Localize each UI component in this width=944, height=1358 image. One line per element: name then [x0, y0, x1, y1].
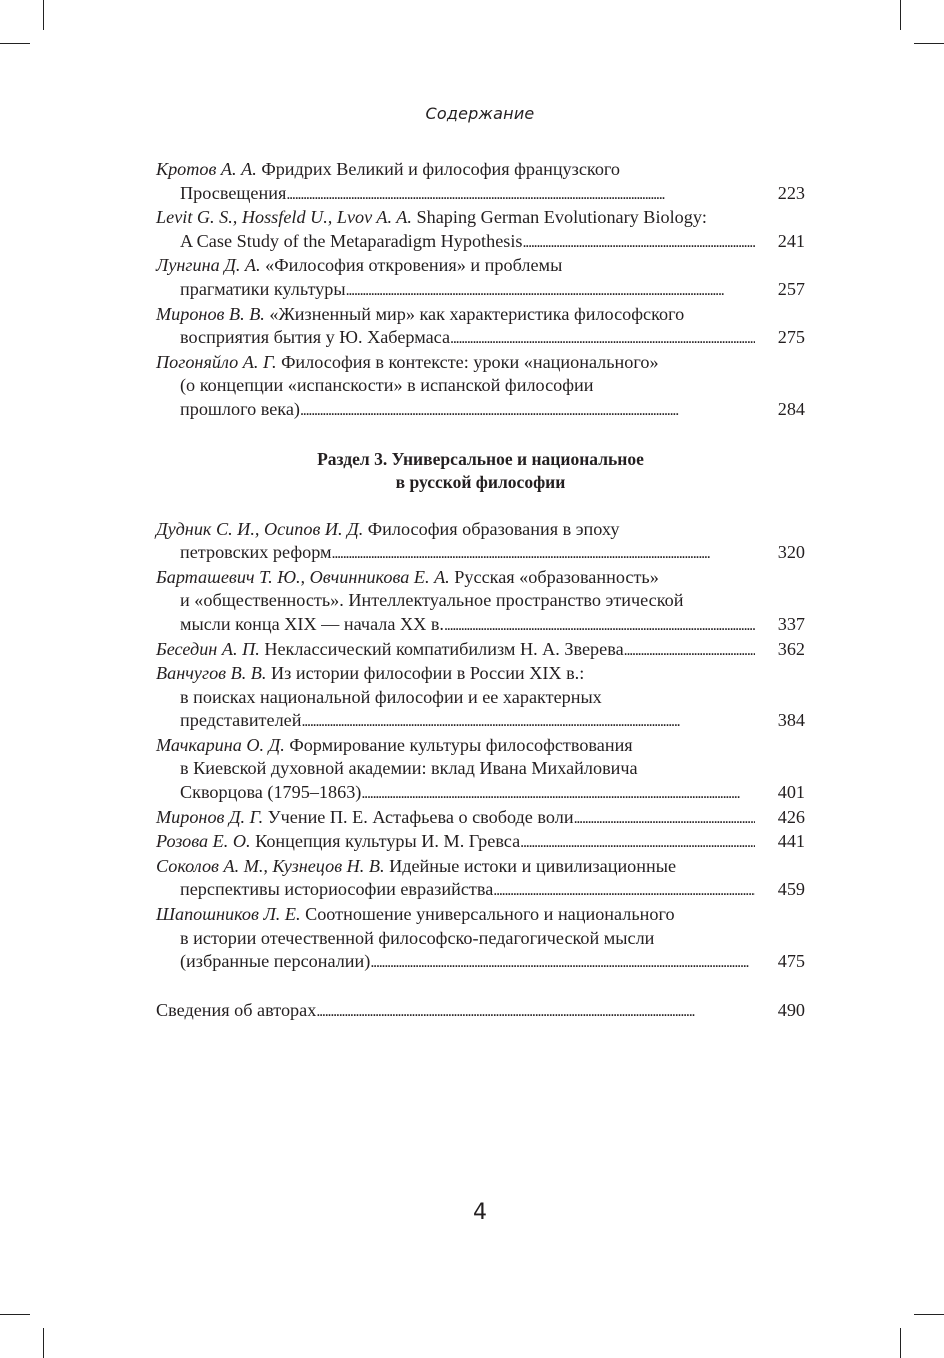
entry-line	[156, 254, 805, 278]
entry-line	[156, 686, 805, 710]
dot-leader	[286, 182, 755, 207]
dot-leader	[450, 326, 755, 351]
toc-entry[interactable]	[156, 254, 805, 302]
entry-line	[156, 374, 805, 398]
entry-text	[156, 158, 620, 182]
entry-line	[156, 806, 805, 831]
crop-mark	[0, 1314, 30, 1315]
entry-text	[156, 206, 707, 230]
entry-text	[180, 326, 450, 351]
entry-text	[180, 230, 522, 255]
entry-text	[156, 734, 633, 758]
entry-title: Формирование культуры философствования	[289, 734, 633, 755]
entry-title: Фридрих Великий и философия французского	[261, 159, 621, 179]
entry-title: Концепция культуры И. М. Гревса	[255, 831, 521, 852]
entry-title: восприятия бытия у Ю. Хабермаса	[180, 327, 451, 348]
crop-mark	[0, 43, 30, 44]
entry-title: Из истории философии в России XIX в.:	[271, 663, 585, 684]
entry-page: 362	[777, 638, 805, 659]
entry-text	[156, 662, 584, 686]
entry-text	[180, 757, 638, 781]
toc-entry[interactable]	[156, 855, 805, 903]
entry-page: 459	[777, 879, 805, 900]
dot-leader	[520, 830, 755, 855]
entry-line	[156, 518, 805, 542]
entry-line	[156, 734, 805, 758]
crop-mark	[914, 43, 944, 44]
toc-part-1	[156, 158, 805, 423]
entry-line	[156, 709, 805, 734]
entry-author: Беседин А. П.	[156, 638, 260, 659]
dot-leader	[301, 709, 755, 734]
entry-title: (о концепции «испанскости» в испанской философии	[180, 375, 594, 396]
section-heading	[156, 448, 805, 494]
entry-line	[156, 638, 805, 663]
toc-entry[interactable]	[156, 662, 805, 734]
entry-text	[180, 374, 593, 398]
entry-page: 401	[777, 782, 805, 803]
dot-leader	[316, 999, 755, 1024]
entry-title: представителей	[180, 710, 302, 731]
entry-page: 284	[777, 398, 805, 419]
entry-page: 475	[777, 951, 805, 972]
crop-mark	[914, 1314, 944, 1315]
section-heading-line: Раздел 3. Универсальное и национальное	[317, 448, 644, 469]
entry-title: Идейные истоки и цивилизационные	[389, 855, 677, 876]
entry-title: «Философия откровения» и проблемы	[265, 255, 563, 276]
entry-title: Соотношение универсального и национального	[305, 904, 675, 925]
entry-text	[180, 398, 300, 423]
entry-author: Кротов А. А.	[156, 159, 257, 179]
entry-title: Неклассический компатибилизм Н. А. Зверева	[264, 638, 624, 659]
entry-line	[156, 662, 805, 686]
entry-line	[156, 781, 805, 806]
entry-line	[156, 566, 805, 590]
dot-leader	[493, 878, 755, 903]
entry-author: Дудник С. И., Осипов И. Д.	[156, 518, 364, 539]
entry-author: Шапошников Л. Е.	[156, 904, 301, 925]
entry-line	[156, 950, 805, 975]
toc-entry[interactable]	[156, 806, 805, 831]
entry-text	[156, 518, 619, 542]
toc-entry[interactable]	[156, 903, 805, 975]
entry-title: прагматики культуры	[180, 278, 346, 299]
entry-page: 490	[777, 999, 805, 1020]
toc-entry-authors-info[interactable]	[156, 999, 805, 1024]
entry-title: и «общественность». Интеллектуальное пространство этической	[180, 590, 684, 611]
toc-entry[interactable]	[156, 518, 805, 566]
entry-text	[180, 927, 654, 951]
dot-leader	[624, 638, 755, 663]
entry-line	[156, 927, 805, 951]
running-header: Содержание	[425, 104, 535, 123]
entry-title: Просвещения	[180, 182, 287, 203]
entry-title: Учение П. Е. Астафьева о свободе воли	[267, 806, 574, 827]
table-of-contents	[156, 158, 805, 1023]
entry-text	[180, 950, 370, 975]
entry-line	[156, 182, 805, 207]
entry-title: в поисках национальной философии и ее характерных	[180, 686, 602, 707]
entry-author: Погоняйло А. Г.	[156, 351, 277, 372]
entry-title: Философия в контексте: уроки «национального»	[281, 351, 659, 372]
entry-author: Барташевич Т. Ю., Овчинникова Е. А.	[156, 566, 450, 587]
entry-title: A Case Study of the Metaparadigm Hypothesis	[180, 230, 523, 251]
entry-title: Сведения об авторах	[156, 999, 317, 1020]
entry-text	[180, 709, 301, 734]
entry-title: мысли конца XIX — начала XX в.	[180, 613, 444, 634]
entry-title: в истории отечественной философско-педагогической мысли	[180, 927, 655, 948]
entry-author: Соколов А. М., Кузнецов Н. В.	[156, 855, 385, 876]
entry-text	[156, 638, 624, 663]
entry-page: 320	[777, 542, 805, 563]
entry-line	[156, 398, 805, 423]
dot-leader	[361, 781, 755, 806]
dot-leader	[522, 230, 755, 255]
crop-mark	[43, 0, 44, 30]
crop-mark	[900, 1328, 901, 1358]
entry-author: Лунгина Д. А.	[156, 255, 261, 276]
entry-page: 257	[777, 278, 805, 299]
entry-author: Розова Е. О.	[156, 831, 251, 852]
entry-text	[180, 878, 493, 903]
toc-entry[interactable]	[156, 351, 805, 423]
entry-line	[156, 903, 805, 927]
crop-mark	[43, 1328, 44, 1358]
entry-line	[156, 589, 805, 613]
entry-line	[156, 351, 805, 375]
entry-title: Русская «образованность»	[454, 566, 659, 587]
entry-page: 384	[777, 710, 805, 731]
entry-title: петровских реформ	[180, 542, 332, 563]
entry-page: 241	[777, 230, 805, 251]
toc-entry[interactable]	[156, 206, 805, 254]
entry-page: 426	[777, 806, 805, 827]
entry-line	[156, 158, 805, 182]
entry-title: «Жизненный мир» как характеристика философского	[269, 303, 685, 324]
entry-line	[156, 303, 805, 327]
entry-text	[156, 566, 659, 590]
entry-text	[156, 830, 520, 855]
entry-text	[180, 541, 332, 566]
entry-line	[156, 278, 805, 303]
page-number: 4	[473, 1200, 487, 1225]
dot-leader	[300, 398, 755, 423]
entry-title: перспективы историософии евразийства	[180, 879, 494, 900]
dot-leader	[444, 613, 755, 638]
toc-entry[interactable]	[156, 830, 805, 855]
entry-line	[156, 206, 805, 230]
entry-text	[180, 182, 286, 207]
entry-line	[156, 326, 805, 351]
section-heading-line: в русской философии	[395, 471, 566, 492]
entry-line	[156, 830, 805, 855]
entry-title: в Киевской духовной академии: вклад Ивана Михайловича	[180, 758, 638, 779]
crop-mark	[900, 0, 901, 30]
entry-line	[156, 230, 805, 255]
entry-text	[156, 855, 676, 879]
entry-title: прошлого века)	[180, 398, 300, 419]
entry-line	[156, 855, 805, 879]
entry-text	[156, 806, 574, 831]
toc-part-2	[156, 518, 805, 975]
entry-text	[156, 254, 562, 278]
entry-text	[180, 686, 602, 710]
entry-text	[156, 903, 675, 927]
dot-leader	[574, 806, 755, 831]
entry-author: Мачкарина О. Д.	[156, 734, 285, 755]
entry-page: 441	[777, 831, 805, 852]
entry-author: Миронов Д. Г.	[156, 806, 264, 827]
entry-title: Философия образования в эпоху	[367, 518, 620, 539]
entry-page: 337	[777, 613, 805, 634]
entry-title: Скворцова (1795–1863)	[180, 782, 362, 803]
toc-entry[interactable]	[156, 566, 805, 638]
entry-text	[180, 781, 361, 806]
entry-title: Shaping German Evolutionary Biology:	[416, 207, 707, 228]
entry-text	[156, 351, 659, 375]
toc-entry[interactable]	[156, 734, 805, 806]
entry-title: (избранные персоналии)	[180, 951, 371, 972]
toc-entry[interactable]	[156, 303, 805, 351]
entry-text	[180, 589, 684, 613]
entry-line	[156, 613, 805, 638]
entry-text	[180, 278, 346, 303]
dot-leader	[346, 278, 755, 303]
entry-page: 223	[777, 182, 805, 203]
entry-author: Ванчугов В. В.	[156, 663, 267, 684]
toc-entry[interactable]	[156, 638, 805, 663]
entry-author: Миронов В. В.	[156, 303, 265, 324]
dot-leader	[332, 541, 755, 566]
dot-leader	[370, 950, 755, 975]
entry-text	[156, 303, 684, 327]
entry-line	[156, 541, 805, 566]
toc-entry[interactable]	[156, 158, 805, 206]
entry-text	[180, 613, 444, 638]
entry-line	[156, 878, 805, 903]
entry-author: Levit G. S., Hossfeld U., Lvov A. A.	[156, 207, 412, 228]
entry-page: 275	[777, 327, 805, 348]
entry-line	[156, 757, 805, 781]
